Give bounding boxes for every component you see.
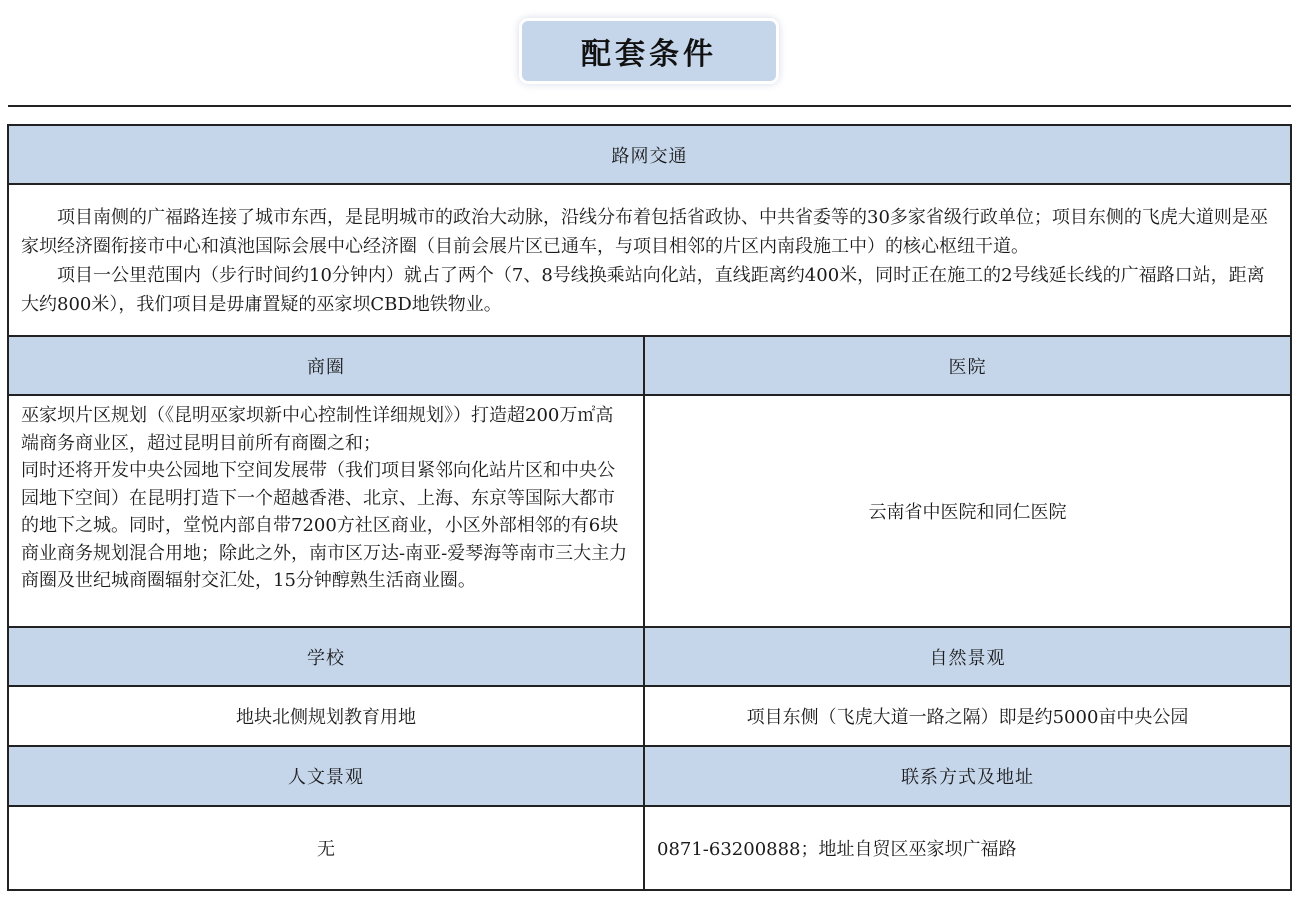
business-header: 商圈 (8, 336, 644, 395)
business-content (8, 395, 644, 627)
business-hospital-content-row (8, 395, 1291, 627)
culture-value: 无 (8, 806, 644, 890)
traffic-content (8, 184, 1291, 336)
school-nature-content-row (8, 686, 1291, 746)
traffic-header: 路网交通 (8, 125, 1291, 184)
page-title: 配套条件 (581, 37, 717, 72)
culture-contact-content-row (8, 806, 1291, 890)
nature-header: 自然景观 (644, 627, 1291, 686)
school-value: 地块北侧规划教育用地 (8, 686, 644, 746)
school-header: 学校 (8, 627, 644, 686)
hospital-value: 云南省中医院和同仁医院 (644, 395, 1291, 627)
contact-header: 联系方式及地址 (644, 746, 1291, 806)
nature-value: 项目东侧（飞虎大道一路之隔）即是约5000亩中央公园 (644, 686, 1291, 746)
school-nature-header-row (8, 627, 1291, 686)
hospital-header: 医院 (644, 336, 1291, 395)
page-title-box (522, 21, 776, 81)
amenities-table (7, 124, 1292, 891)
traffic-header-row (8, 125, 1291, 184)
contact-value: 0871-63200888；地址自贸区巫家坝广福路 (644, 806, 1291, 890)
culture-header: 人文景观 (8, 746, 644, 806)
business-paragraph: 巫家坝片区规划（《昆明巫家坝新中心控制性详细规划》）打造超200万㎡高端商务商业区，超过昆明目前所有商圈之和； (21, 405, 614, 454)
culture-contact-header-row (8, 746, 1291, 806)
traffic-paragraph: 项目南侧的广福路连接了城市东西，是昆明城市的政治大动脉，沿线分布着包括省政协、中共省委等的30多家省级行政单位；项目东侧的飞虎大道则是巫家坝经济圈衔接市中心和滇池国际会展中心经济圈（目前会展片区已通车，与项目相邻的片区内南段施工中）的核心枢纽干道。 (21, 207, 1268, 257)
business-hospital-header-row (8, 336, 1291, 395)
title-divider (8, 105, 1291, 107)
business-paragraph: 同时还将开发中央公园地下空间发展带（我们项目紧邻向化站片区和中央公园地下空间）在昆明打造下一个超越香港、北京、上海、东京等国际大都市的地下之城。同时，堂悦内部自带7200方社区商业，小区外部相邻的有6块商业商务规划混合用地；除此之外，南市区万达-南亚-爱琴海等南市三大主力商圈及世纪城商圈辐射交汇处，15分钟醇熟生活商业圈。 (21, 460, 628, 591)
traffic-paragraph: 项目一公里范围内（步行时间约10分钟内）就占了两个（7、8号线换乘站向化站，直线距离约400米，同时正在施工的2号线延长线的广福路口站，距离大约800米），我们项目是毋庸置疑的巫家坝CBD地铁物业。 (21, 265, 1265, 315)
traffic-content-row (8, 184, 1291, 336)
